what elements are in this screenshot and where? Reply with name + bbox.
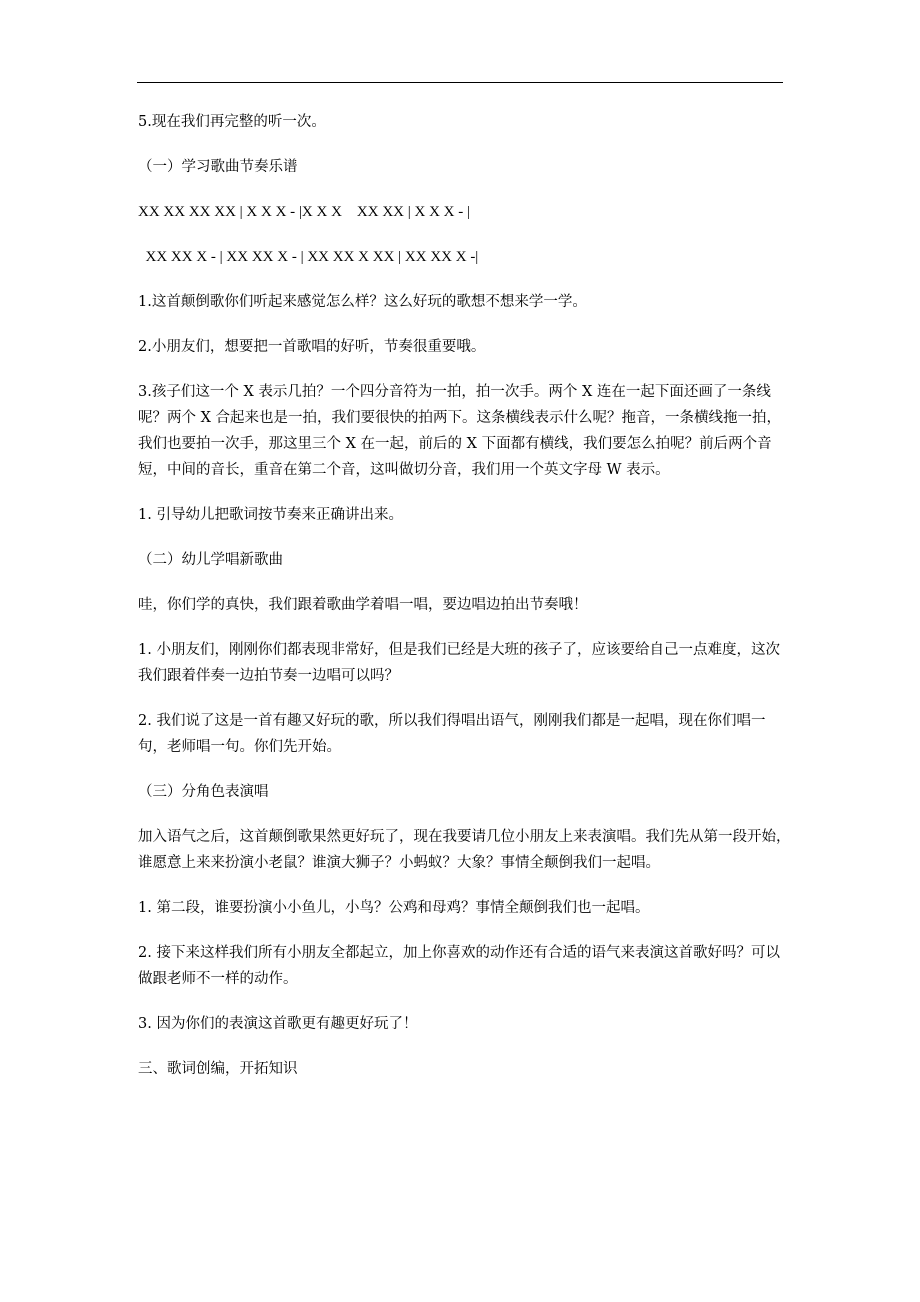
paragraph-first-verse: 加入语气之后，这首颠倒歌果然更好玩了，现在我要请几位小朋友上来表演唱。我们先从第一段开始，谁愿意上来来扮演小老鼠？谁演大狮子？小蚂蚁？大象？事情全颠倒我们一起唱。 [138,829,791,871]
paragraph-sing-along: 哇，你们学的真快，我们跟着歌曲学着唱一唱，要边唱边拍出节奏哦！ [138,597,588,613]
rhythm-line-2: XX XX X - | XX XX X - | XX XX X XX | XX XX X -| [138,249,479,265]
section-heading-role-play: （三）分角色表演唱 [138,784,269,800]
paragraph-beat-explanation: 3.孩子们这一个 X 表示几拍？一个四分音符为一拍，拍一次手。两个 X 连在一起下面还画了一条线呢？两个 X 合起来也是一拍，我们要很快的拍两下。这条横线表示什么呢？拖音，一条横线拖一拍，我们也要拍一次手，那这里三个 X 在一起，前后的 X 下面都有横线，我们要怎么拍呢？前后两个音短，中间的音长，重音在第二个音，这叫做切分音，我们用一个英文字母 W 表示。 [138,384,782,478]
section-heading-learn-song: （二）幼儿学唱新歌曲 [138,552,283,568]
paragraph-tone: 2. 我们说了这是一首有趣又好玩的歌，所以我们得唱出语气，刚刚我们都是一起唱，现在你们唱一句，老师唱一句。你们先开始。 [138,713,766,755]
paragraph-second-verse: 1. 第二段，谁要扮演小小鱼儿，小鸟？公鸡和母鸡？事情全颠倒我们也一起唱。 [138,900,650,916]
paragraph-rhythm-important: 2.小朋友们，想要把一首歌唱的好听，节奏很重要哦。 [138,339,486,355]
paragraph-guide-lyrics: 1. 引导幼儿把歌词按节奏来正确讲出来。 [138,507,403,523]
paragraph-accompaniment: 1. 小朋友们，刚刚你们都表现非常好，但是我们已经是大班的孩子了，应该要给自己一点难度，这次我们跟着伴奏一边拍节奏一边唱可以吗？ [138,642,780,684]
paragraph-more-fun: 3. 因为你们的表演这首歌更有趣更好玩了！ [138,1016,418,1032]
paragraph-question-feel: 1.这首颠倒歌你们听起来感觉怎么样？这么好玩的歌想不想来学一学。 [138,294,587,310]
document-body [138,109,793,1101]
section-heading-rhythm: （一）学习歌曲节奏乐谱 [138,159,298,175]
header-rule [137,82,783,83]
section-heading-lyric-creation: 三、歌词创编，开拓知识 [138,1061,298,1077]
paragraph-all-stand: 2. 接下来这样我们所有小朋友全都起立，加上你喜欢的动作还有合适的语气来表演这首歌好吗？可以做跟老师不一样的动作。 [138,945,780,987]
rhythm-line-1: XX XX XX XX | X X X - |X X X XX XX | X X X - | [138,204,470,220]
paragraph-listen-again: 5.现在我们再完整的听一次。 [138,114,326,130]
